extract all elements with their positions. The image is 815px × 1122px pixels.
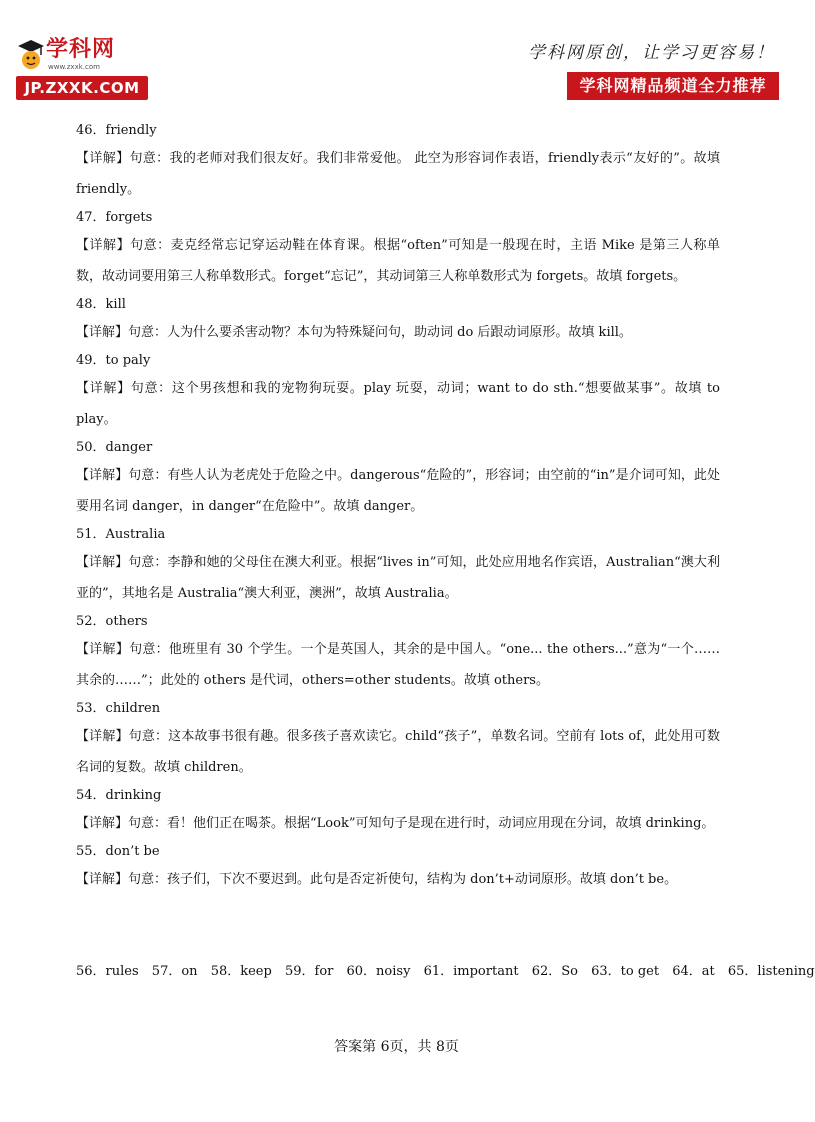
detail-tag: 【详解】 (76, 238, 131, 253)
answer-entry (76, 118, 720, 205)
page-header (0, 0, 793, 110)
answer-number: 48．kill (76, 297, 126, 312)
detail-tag: 【详解】 (76, 816, 129, 831)
logo-url: www.zxxk.com (48, 63, 100, 71)
answer-key-item: 64．at (672, 964, 715, 979)
answer-entry (76, 205, 720, 292)
answer-number: 47．forgets (76, 210, 153, 225)
answer-entry (76, 696, 720, 783)
answer-detail (76, 143, 720, 205)
detail-text: 句意：麦克经常忘记穿运动鞋在体育课。根据“often”可知是一般现在时，主语 Mike 是第三人称单数，故动词要用第三人称单数形式。forget“忘记”，其动词第三人称单数形式为 forgets。故填 forgets。 (76, 238, 720, 284)
detail-tag: 【详解】 (76, 468, 129, 483)
answer-number: 50．danger (76, 440, 153, 455)
answer-key-item: 56．rules (76, 964, 139, 979)
answer-number: 51．Australia (76, 527, 166, 542)
header-slogan: 学科网原创，让学习更容易！ (528, 43, 775, 63)
logo-badge: JP.ZXXK.COM (16, 76, 148, 100)
graduation-cap-icon (16, 36, 46, 74)
answer-key-item: 60．noisy (346, 964, 411, 979)
answer-number: 55．don’t be (76, 844, 160, 859)
detail-tag: 【详解】 (76, 729, 129, 744)
answer-key-item: 59．for (284, 964, 334, 979)
detail-text: 句意：人为什么要杀害动物？本句为特殊疑问句，助动词 do 后跟动词原形。故填 kill。 (128, 325, 632, 340)
answer-key-item: 61．important (423, 964, 519, 979)
answer-number: 49．to paly (76, 353, 151, 368)
answer-key-item: 62．So (531, 964, 578, 979)
answer-entry (76, 839, 720, 895)
answer-entry (76, 348, 720, 435)
detail-tag: 【详解】 (76, 555, 129, 570)
detail-text: 句意：有些人认为老虎处于危险之中。dangerous“危险的”，形容词；由空前的“in”是介词可知，此处要用名词 danger，in danger“在危险中”。故填 danger。 (76, 468, 720, 514)
answer-detail (76, 864, 720, 895)
answer-number: 46．friendly (76, 123, 157, 138)
answer-detail (76, 634, 720, 696)
promo-banner: 学科网精品频道全力推荐 (567, 72, 779, 100)
detail-text: 句意：看！他们正在喝茶。根据“Look”可知句子是现在进行时，动词应用现在分词，故填 drinking。 (128, 816, 715, 831)
answer-detail (76, 317, 720, 348)
zxxk-logo[interactable] (16, 36, 148, 102)
answer-entry (76, 522, 720, 609)
detail-tag: 【详解】 (76, 325, 129, 340)
detail-text: 句意：这本故事书很有趣。很多孩子喜欢读它。child“孩子”，单数名词。空前有 lots of，此处用可数名词的复数。故填 children。 (76, 729, 720, 775)
answer-detail (76, 460, 720, 522)
answer-detail (76, 547, 720, 609)
answer-entry (76, 783, 720, 839)
answer-detail (76, 721, 720, 783)
detail-text: 句意：这个男孩想和我的宠物狗玩耍。play 玩耍，动词；want to do sth.“想要做某事”。故填 to play。 (76, 381, 720, 427)
answer-detail (76, 808, 720, 839)
answer-number: 52．others (76, 614, 148, 629)
answer-key-item: 57．on (151, 964, 198, 979)
answer-key-item: 58．keep (210, 964, 272, 979)
answer-entry (76, 292, 720, 348)
answer-detail (76, 230, 720, 292)
answer-detail (76, 373, 720, 435)
answer-number: 54．drinking (76, 788, 162, 803)
answer-key-item: 65．listening (727, 964, 815, 979)
detail-tag: 【详解】 (76, 381, 131, 396)
detail-tag: 【详解】 (76, 642, 130, 657)
logo-title: 学科网 (46, 37, 116, 62)
detail-text: 句意：我的老师对我们很友好。我们非常爱他。 此空为形容词作表语，friendly表示“友好的”。故填 friendly。 (76, 151, 720, 197)
detail-tag: 【详解】 (76, 151, 130, 166)
page-number: 答案第 6页，共 8页 (334, 1039, 459, 1055)
answer-key-row (76, 960, 815, 984)
detail-tag: 【详解】 (76, 872, 129, 887)
answer-key-item: 63．to get (591, 964, 660, 979)
answer-entry (76, 435, 720, 522)
detail-text: 句意：李静和她的父母住在澳大利亚。根据“lives in”可知，此处应用地名作宾语，Australian“澳大利亚的”，其地名是 Australia“澳大利亚，澳洲”，故填 Australia。 (76, 555, 720, 601)
detail-text: 句意：孩子们，下次不要迟到。此句是否定祈使句，结构为 don’t+动词原形。故填 don’t be。 (128, 872, 678, 887)
answer-entry (76, 609, 720, 696)
detail-text: 句意：他班里有 30 个学生。一个是英国人，其余的是中国人。“one... the others...”意为“一个……其余的……”；此处的 others 是代词，others=other students。故填 others。 (76, 642, 720, 688)
answer-number: 53．children (76, 701, 161, 716)
answer-explanations (76, 118, 720, 895)
